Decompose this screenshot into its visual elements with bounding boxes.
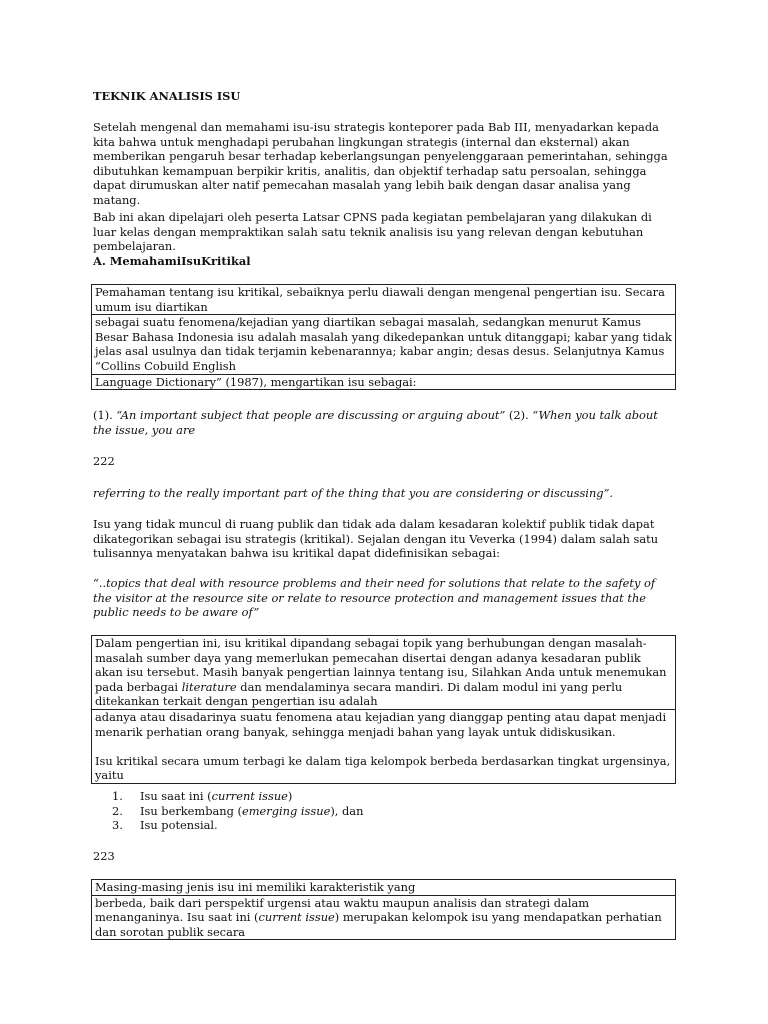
list-item-number: 1. <box>112 789 123 803</box>
dictionary-definition <box>93 408 677 437</box>
definition-quote-1: “An important subject that people are discussing or arguing about” <box>116 408 506 422</box>
spacer <box>95 739 672 754</box>
intro-paragraph-2: Bab ini akan dipelajari oleh peserta Latsar CPNS pada kegiatan pembelajaran yang dilakukan di luar kelas dengan mempraktikan salah satu teknik analisis isu yang relevan dengan kebutuhan pembelajaran. <box>93 210 652 254</box>
box2-row-1-text-a: Dalam pengertian ini, isu kritikal dipandang sebagai topik yang berhubungan dengan masalah-masalah sumber daya yang memerlukan pemecahan disertai dengan adanya kesadaran publik akan isu tersebut. Masih banyak pengertian lainnya tentang isu, Silahkan Anda untuk menemukan pada berbagai <box>95 636 667 694</box>
list-item <box>112 789 672 804</box>
list-item-pre: Isu berkembang ( <box>140 803 242 818</box>
list-item <box>112 804 672 819</box>
box2-row-2-text: adanya atau disadarinya suatu fenomena atau kejadian yang dianggap penting atau dapat menjadi menarik perhatian orang banyak, sehingga menjadi bahan yang layak untuk didiskusikan. <box>95 709 667 739</box>
page-number: 223 <box>93 849 115 863</box>
page-number: 222 <box>93 454 115 468</box>
box3-current-issue-term: current issue <box>258 910 335 925</box>
box3-row-1: Masing-masing jenis isu ini memiliki karakteristik yang <box>95 880 416 894</box>
box2-row-2 <box>92 709 675 783</box>
definition-box-3 <box>91 879 676 940</box>
box2-row-1-text-b: dan mendalaminya secara mandiri. Di dalam modul ini yang perlu ditekankan terkait dengan pengertian isu adalah <box>95 679 623 709</box>
list-item-number: 3. <box>112 818 123 833</box>
definition-box-2 <box>91 635 676 784</box>
quote-continuation-text: referring to the really important part of the thing that you are considering or discussing”. <box>93 486 614 500</box>
list-item-number: 2. <box>112 803 123 818</box>
list-item-text <box>140 804 363 819</box>
box2-row-1 <box>92 636 675 709</box>
box1-row-1: Pemahaman tentang isu kritikal, sebaiknya perlu diawali dengan mengenal pengertian isu. Secara umum isu diartikan <box>95 285 665 314</box>
list-item-post: ), dan <box>330 803 364 818</box>
veverka-quote-text: “..topics that deal with resource problems and their need for solutions that relate to the safety of the visitor at the resource site or relate to resource protection and management issues that the public needs to be aware of” <box>93 576 656 620</box>
list-item-term: emerging issue <box>242 803 331 818</box>
box1-row-2: sebagai suatu fenomena/kejadian yang diartikan sebagai masalah, sedangkan menurut Kamus Besar Bahasa Indonesia isu adalah masalah yang dikedepankan untuk ditanggapi; kabar yang tidak jelas asal usulnya dan tidak terjamin kebenarannya; kabar angin; desas desus. Selanjutnya Kamus “Collins Cobuild English <box>92 314 675 373</box>
list-item-text <box>140 789 292 804</box>
list-item-term: current issue <box>211 789 288 803</box>
veverka-quote <box>93 576 677 620</box>
definition-quote-2: “When you talk about the issue, you are <box>93 408 658 437</box>
section-a-heading: A. MemahamiIsuKritikal <box>93 254 251 268</box>
list-item-post: ) <box>287 789 293 803</box>
definition-number-2: (2). <box>505 408 533 422</box>
list-item <box>112 818 672 833</box>
box3-row-2 <box>92 895 675 940</box>
box3-row-2-text-b: ) merupakan kelompok isu yang mendapatkan perhatian dan sorotan publik secara <box>95 910 662 939</box>
definition-box-1 <box>91 284 676 390</box>
list-item-pre: Isu potensial. <box>140 818 218 833</box>
list-item-pre: Isu saat ini ( <box>140 789 212 803</box>
box2-literature-term: literature <box>181 679 237 694</box>
box2-row-2-classification: Isu kritikal secara umum terbagi ke dalam tiga kelompok berbeda berdasarkan tingkat urgensinya, yaitu <box>95 753 671 783</box>
issue-type-list <box>112 789 672 833</box>
document-title: TEKNIK ANALISIS ISU <box>93 89 241 103</box>
intro-paragraph-1: Setelah mengenal dan memahami isu-isu strategis konteporer pada Bab III, menyadarkan kepada kita bahwa untuk menghadapi perubahan lingkungan strategis (internal dan eksternal) akan memberikan pengaruh besar terhadap keberlangsungan penyelenggaraan pemerintahan, sehingga dibutuhkan kemampuan berpikir kritis, analitis, dan objektif terhadap satu persoalan, sehingga dapat dirumuskan alter natif pemecahan masalah yang lebih baik dengan dasar analisa yang matang. <box>93 120 668 207</box>
definition-quote-continuation <box>93 486 677 501</box>
box3-row-2-text-a: berbeda, baik dari perspektif urgensi atau waktu maupun analisis dan strategi dalam menanganinya. Isu saat ini ( <box>95 895 590 925</box>
box1-row-3: Language Dictionary” (1987), mengartikan isu sebagai: <box>92 374 675 390</box>
veverka-paragraph: Isu yang tidak muncul di ruang publik dan tidak ada dalam kesadaran kolektif publik tidak dapat dikategorikan sebagai isu strategis (kritikal). Sejalan dengan itu Veverka (1994) dalam salah satu tulisannya menyatakan bahwa isu kritikal dapat didefinisikan sebagai: <box>93 517 659 561</box>
definition-number-1: (1). <box>93 408 117 422</box>
list-item-text <box>140 818 218 833</box>
